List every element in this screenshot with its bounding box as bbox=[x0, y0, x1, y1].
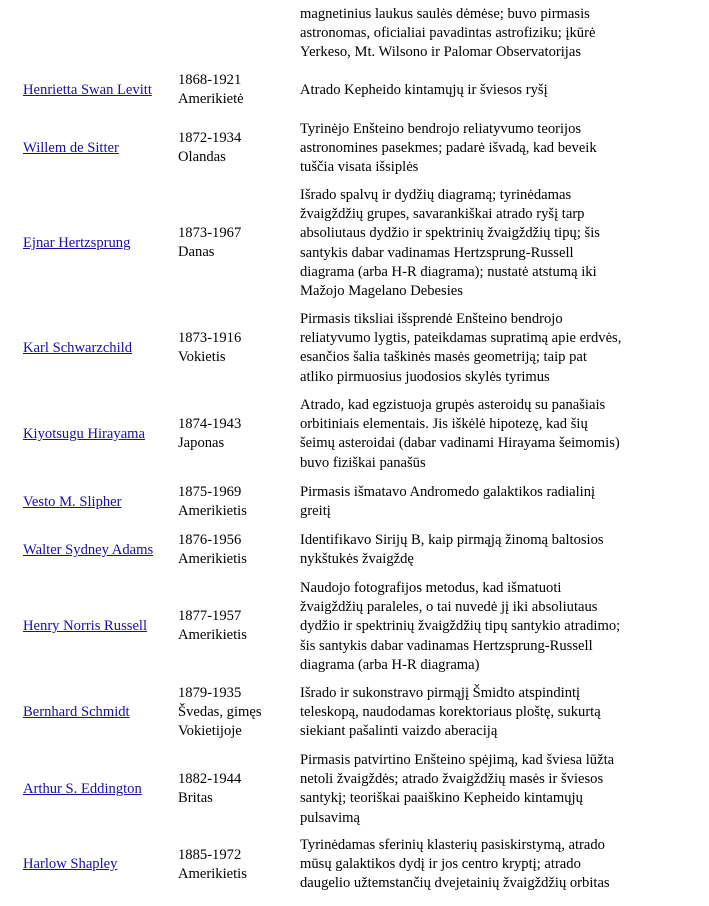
description-line: nykštukės žvaigždę bbox=[300, 551, 414, 568]
description-line: Atrado, kad egzistuoja grupės asteroidų su panašiais bbox=[300, 397, 606, 413]
row-description bbox=[300, 120, 660, 178]
description-line: orbitiniais elementais. Jis iškėlė hipotezę, kad šių bbox=[300, 416, 588, 433]
row-description bbox=[300, 684, 660, 742]
astronomer-link[interactable]: Ejnar Hertzsprung bbox=[23, 235, 131, 251]
description-line: siekiant pašalinti vaizdo aberaciją bbox=[300, 723, 498, 740]
nationality-line: Amerikietis bbox=[178, 627, 247, 644]
years-line: 1877-1957 bbox=[178, 608, 242, 624]
description-line: astronomas, oficialiai pavadintas astrofiziku; įkūrė bbox=[300, 25, 596, 42]
nationality-line: Amerikietis bbox=[178, 503, 247, 520]
description-line: absoliutaus dydžio ir spektrinių žvaigždžių tipų; šis bbox=[300, 225, 600, 242]
description-line: santykį; teoriškai paaiškino Kepheido kintamųjų bbox=[300, 790, 583, 807]
description-line: Mažojo Magelano Debesies bbox=[300, 283, 463, 300]
years-line: 1873-1967 bbox=[178, 225, 242, 241]
astronomer-link[interactable]: Kiyotsugu Hirayama bbox=[23, 426, 145, 442]
row-years bbox=[178, 607, 296, 645]
row-years bbox=[178, 770, 296, 808]
nationality-line: Vokietijoje bbox=[178, 723, 242, 740]
astronomer-link[interactable]: Vesto M. Slipher bbox=[23, 494, 122, 510]
years-line: 1873-1916 bbox=[178, 330, 242, 346]
description-line: Identifikavo Sirijų B, kaip pirmąją žinomą baltosios bbox=[300, 532, 604, 548]
years-line: 1868-1921 bbox=[178, 72, 242, 88]
description-line: buvo fiziškai panašūs bbox=[300, 454, 426, 471]
description-line: astronomines pasekmes; padarė išvadą, kad beveik bbox=[300, 140, 597, 157]
row-description bbox=[300, 483, 660, 521]
description-line: Tyrinėjo Enšteino bendrojo reliatyvumo teorijos bbox=[300, 121, 582, 137]
astronomer-link[interactable]: Henry Norris Russell bbox=[23, 618, 148, 634]
description-line: teleskopą, naudodamas korektoriaus ploštę, sukurtą bbox=[300, 704, 601, 721]
description-line: Pirmasis išmatavo Andromedo galaktikos radialinį bbox=[300, 484, 596, 500]
row-years bbox=[178, 684, 296, 742]
description-line: šeimų asteroidai (dabar vadinami Hirayama šeimomis) bbox=[300, 435, 620, 452]
description-line: reliatyvumo lygtis, pateikdamas supratimą apie erdvės, bbox=[300, 330, 622, 347]
description-line: Atrado Kepheido kintamųjų ir šviesos ryšį bbox=[300, 82, 548, 98]
description-line: daugelio užtemstančių dvejetainių žvaigždžių orbitas bbox=[300, 875, 610, 892]
description-line: pulsavimą bbox=[300, 809, 360, 826]
row-description bbox=[300, 396, 660, 473]
row-years bbox=[178, 483, 296, 521]
years-line: 1872-1934 bbox=[178, 130, 242, 146]
description-line: Tyrinėdamas sferinių klasterių pasiskirstymą, atrado bbox=[300, 837, 605, 853]
row-description bbox=[300, 5, 660, 63]
row-years bbox=[178, 129, 296, 167]
row-description bbox=[300, 579, 660, 675]
description-line: esančios šalia taškinės masės geometriją; taip pat bbox=[300, 349, 587, 366]
description-line: netoli žvaigždės; atrado žvaigždžių masės ir šviesos bbox=[300, 771, 604, 788]
description-line: Naudojo fotografijos metodus, kad išmatuoti bbox=[300, 580, 562, 596]
row-years bbox=[178, 531, 296, 569]
astronomer-link[interactable]: Harlow Shapley bbox=[23, 856, 118, 872]
description-line: žvaigždžių grupes, savarankiškai atrado ryšį tarp bbox=[300, 206, 585, 223]
nationality-line: Britas bbox=[178, 790, 213, 807]
row-years bbox=[178, 224, 296, 262]
astronomer-link[interactable]: Willem de Sitter bbox=[23, 140, 119, 156]
astronomer-link[interactable]: Walter Sydney Adams bbox=[23, 542, 154, 558]
description-line: diagrama (arba H-R diagrama) bbox=[300, 656, 480, 673]
description-line: šis santykis dabar vadinamas Hertzsprung-Russell bbox=[300, 637, 593, 654]
row-description bbox=[300, 310, 660, 387]
row-years bbox=[178, 415, 296, 453]
nationality-line: Vokietis bbox=[178, 349, 226, 366]
row-years bbox=[178, 329, 296, 367]
years-line: 1876-1956 bbox=[178, 532, 242, 548]
description-line: žvaigždžių paraleles, o tai nuvedė jį iki absoliutaus bbox=[300, 599, 598, 616]
astronomer-link[interactable]: Henrietta Swan Levitt bbox=[23, 82, 152, 98]
row-years bbox=[178, 71, 296, 109]
description-line: Išrado ir sukonstravo pirmąjį Šmidto atspindintį bbox=[300, 685, 581, 701]
years-line: 1882-1944 bbox=[178, 771, 242, 787]
description-line: greitį bbox=[300, 503, 331, 520]
row-description bbox=[300, 836, 660, 894]
years-line: 1875-1969 bbox=[178, 484, 242, 500]
description-line: diagrama (arba H-R diagrama); nustatė atstumą iki bbox=[300, 263, 597, 280]
description-line: tuščia visata išsiplės bbox=[300, 159, 419, 176]
row-description bbox=[300, 531, 660, 569]
nationality-line: Japonas bbox=[178, 435, 225, 452]
row-years bbox=[178, 846, 296, 884]
description-line: Pirmasis tiksliai išsprendė Enšteino bendrojo bbox=[300, 311, 563, 327]
astronomer-link[interactable]: Karl Schwarzchild bbox=[23, 340, 133, 356]
description-line: Išrado spalvų ir dydžių diagramą; tyrinėdamas bbox=[300, 187, 572, 203]
nationality-line: Švedas, gimęs bbox=[178, 704, 262, 721]
astronomer-link[interactable]: Arthur S. Eddington bbox=[23, 781, 142, 797]
years-line: 1879-1935 bbox=[178, 685, 242, 701]
description-line: magnetinius laukus saulės dėmėse; buvo pirmasis bbox=[300, 6, 590, 22]
description-line: mūsų galaktikos dydį ir jos centro kryptį; atrado bbox=[300, 856, 581, 873]
years-line: 1874-1943 bbox=[178, 416, 242, 432]
description-line: dydžio ir spektrinių žvaigždžių tipų santykio atradimo; bbox=[300, 618, 621, 635]
years-line: 1885-1972 bbox=[178, 847, 242, 863]
row-description bbox=[300, 751, 660, 828]
row-description bbox=[300, 81, 660, 100]
astronomer-link[interactable]: Bernhard Schmidt bbox=[23, 704, 130, 720]
description-line: Pirmasis patvirtino Enšteino spėjimą, kad šviesa lūžta bbox=[300, 752, 615, 768]
description-line: santykis dabar vadinamas Hertzsprung-Russell bbox=[300, 244, 574, 261]
nationality-line: Amerikietė bbox=[178, 91, 244, 108]
description-line: atliko pirmuosius juodosios skylės tyrimus bbox=[300, 368, 550, 385]
row-description bbox=[300, 186, 660, 301]
description-line: Yerkeso, Mt. Wilsono ir Palomar Observatorijas bbox=[300, 44, 581, 61]
nationality-line: Danas bbox=[178, 244, 215, 261]
nationality-line: Amerikietis bbox=[178, 866, 247, 883]
nationality-line: Amerikietis bbox=[178, 551, 247, 568]
nationality-line: Olandas bbox=[178, 149, 226, 166]
